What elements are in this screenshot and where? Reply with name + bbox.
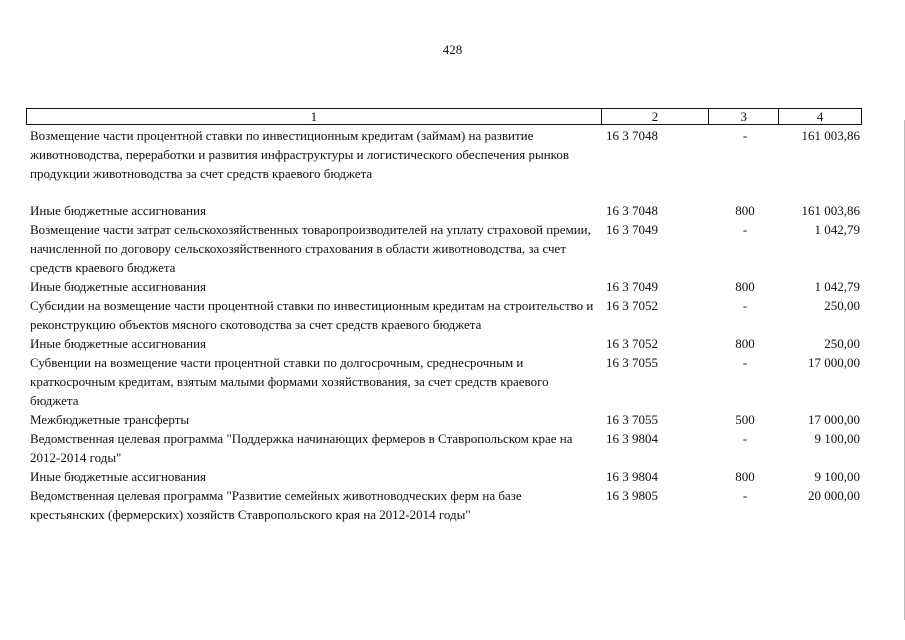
row-name: Ведомственная целевая программа "Поддержка начинающих фермеров в Ставропольском крае на 2012-2014 годы" bbox=[30, 431, 573, 465]
row-code: 16 3 9805 bbox=[606, 488, 658, 503]
table-header bbox=[26, 108, 862, 125]
row-type: 800 bbox=[735, 279, 755, 294]
row-amount: 9 100,00 bbox=[814, 431, 860, 446]
table-row bbox=[30, 201, 862, 220]
row-code: 16 3 7049 bbox=[606, 222, 658, 237]
column-header-3: 3 bbox=[709, 109, 779, 124]
row-name: Иные бюджетные ассигнования bbox=[30, 203, 207, 218]
column-header-4: 4 bbox=[816, 109, 824, 124]
row-type: 800 bbox=[735, 203, 755, 218]
row-type: - bbox=[742, 222, 748, 237]
row-name: Возмещение части затрат сельскохозяйственных товаропроизводителей на уплату страховой премии, начисленной по договору сельскохозяйственного страхования в области животноводства, за счет средств краевого бюджета bbox=[30, 222, 591, 275]
row-type: - bbox=[742, 488, 748, 503]
row-amount: 250,00 bbox=[824, 298, 860, 313]
row-name: Ведомственная целевая программа "Развитие семейных животноводческих ферм на базе крестьянских (фермерских) хозяйств Ставропольского края на 2012-2014 годы" bbox=[30, 488, 522, 522]
row-code: 16 3 7048 bbox=[606, 128, 658, 143]
row-type: 500 bbox=[735, 412, 755, 427]
table-row bbox=[30, 486, 862, 524]
table-row bbox=[30, 334, 862, 353]
row-type: - bbox=[742, 431, 748, 446]
table-row bbox=[30, 429, 862, 467]
row-amount: 17 000,00 bbox=[808, 412, 860, 427]
row-name: Иные бюджетные ассигнования bbox=[30, 336, 207, 351]
table-row bbox=[30, 353, 862, 410]
row-code: 16 3 7052 bbox=[606, 336, 658, 351]
row-amount: 1 042,79 bbox=[814, 222, 860, 237]
row-code: 16 3 9804 bbox=[606, 431, 658, 446]
row-name: Возмещение части процентной ставки по инвестиционным кредитам (займам) на развитие животноводства, переработки и развития инфраструктуры и логистического обеспечения рынков продукции животноводства за счет средств краевого бюджета bbox=[30, 128, 569, 181]
column-header-2: 2 bbox=[602, 109, 710, 124]
row-amount: 161 003,86 bbox=[801, 128, 860, 143]
row-gap bbox=[30, 183, 862, 201]
row-name: Иные бюджетные ассигнования bbox=[30, 469, 207, 484]
table-body bbox=[30, 126, 862, 524]
row-amount: 250,00 bbox=[824, 336, 860, 351]
table-row bbox=[30, 126, 862, 183]
row-amount: 17 000,00 bbox=[808, 355, 860, 370]
row-name: Межбюджетные трансферты bbox=[30, 412, 190, 427]
table-row bbox=[30, 410, 862, 429]
table-row bbox=[30, 220, 862, 277]
row-type: - bbox=[742, 355, 748, 370]
row-type: 800 bbox=[735, 336, 755, 351]
row-name: Субвенции на возмещение части процентной ставки по долгосрочным, среднесрочным и краткосрочным кредитам, взятым малыми формами хозяйствования, за счет средств краевого бюджета bbox=[30, 355, 549, 408]
table-row bbox=[30, 467, 862, 486]
table-row bbox=[30, 277, 862, 296]
row-amount: 161 003,86 bbox=[801, 203, 860, 218]
row-code: 16 3 7049 bbox=[606, 279, 658, 294]
row-type: - bbox=[742, 298, 748, 313]
row-code: 16 3 7052 bbox=[606, 298, 658, 313]
row-code: 16 3 7055 bbox=[606, 412, 658, 427]
row-code: 16 3 7055 bbox=[606, 355, 658, 370]
table-row bbox=[30, 296, 862, 334]
row-code: 16 3 9804 bbox=[606, 469, 658, 484]
row-amount: 9 100,00 bbox=[814, 469, 860, 484]
row-type: - bbox=[742, 128, 748, 143]
row-name: Иные бюджетные ассигнования bbox=[30, 279, 207, 294]
row-amount: 1 042,79 bbox=[814, 279, 860, 294]
page-number: 428 bbox=[442, 42, 463, 57]
column-header-1: 1 bbox=[27, 109, 602, 124]
row-amount: 20 000,00 bbox=[808, 488, 860, 503]
row-name: Субсидии на возмещение части процентной ставки по инвестиционным кредитам на строительство и реконструкцию объектов мясного скотоводства за счет средств краевого бюджета bbox=[30, 298, 594, 332]
row-code: 16 3 7048 bbox=[606, 203, 658, 218]
row-type: 800 bbox=[735, 469, 755, 484]
